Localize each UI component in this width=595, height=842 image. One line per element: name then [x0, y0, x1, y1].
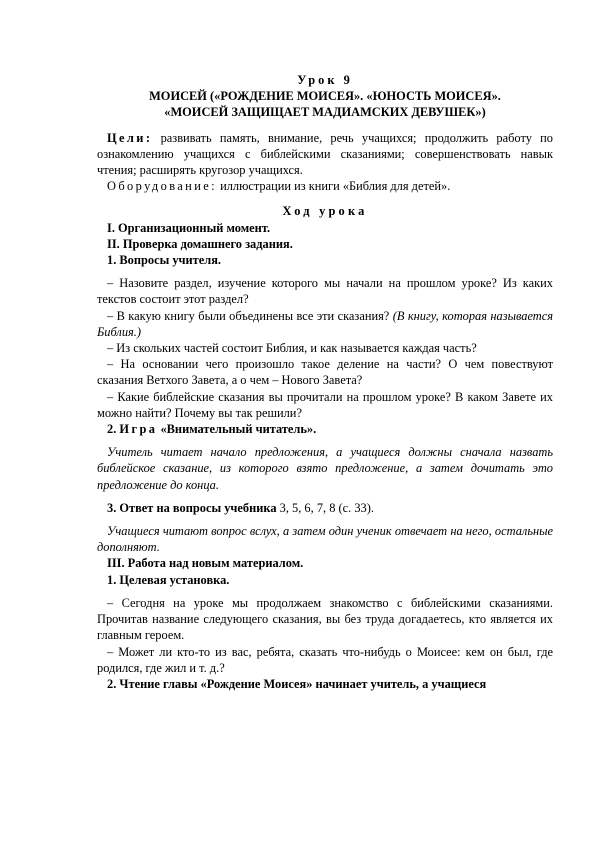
item-textbook-answers-bold: 3. Ответ на вопросы учебника	[107, 500, 277, 515]
question-1: – Назовите раздел, изучение которого мы начали на прошлом уроке? Из каких текстов состоит этот раздел?	[97, 276, 553, 307]
question-5: – Какие библейские сказания вы прочитали на прошлом уроке? В каком Завете их можно найти? Почему вы так решили?	[97, 389, 553, 420]
goals-label: Цели:	[107, 130, 153, 145]
item-game	[97, 421, 553, 437]
game-description: Учитель читает начало предложения, а учащиеся должны сначала назвать библейское сказание, из которого взято предложение, а затем дочитать это предложение до конца.	[97, 445, 553, 492]
item-game-number: 2.	[107, 422, 117, 437]
item-teacher-questions: 1. Вопросы учителя.	[107, 253, 222, 268]
section-new-material: III. Работа над новым материалом.	[107, 556, 304, 571]
equipment-text: иллюстрации из книги «Библия для детей».	[220, 179, 451, 194]
section-homework-check: II. Проверка домашнего задания.	[107, 236, 293, 251]
equipment-paragraph	[97, 178, 553, 194]
goals-text: развивать память, внимание, речь учащихся; продолжить работу по ознакомлению учащихся с библейскими сказаниями; совершенствовать навык чтения; расширять кругозор учащихся.	[97, 130, 553, 178]
section-organizational: I. Организационный момент.	[107, 220, 271, 235]
question-2-text: – В какую книгу были объединены все эти сказания?	[107, 308, 390, 323]
lesson-title-line-1: МОИСЕЙ («РОЖДЕНИЕ МОИСЕЯ». «ЮНОСТЬ МОИСЕЯ».	[149, 89, 501, 104]
question-2-answer: (В книгу, которая называется Библия.)	[97, 308, 554, 339]
question-4: – На основании чего произошло такое деление на части? О чем повествуют сказания Ветхого Завета, а о чем – Нового Завета?	[97, 357, 553, 388]
question-2	[97, 308, 553, 340]
course-heading: Ход урока	[282, 204, 368, 219]
item-textbook-answers-rest: 3, 5, 6, 7, 8 (с. 33).	[279, 500, 374, 515]
item-goal-setting: 1. Целевая установка.	[107, 572, 230, 587]
equipment-label: Оборудование:	[107, 179, 217, 194]
goals-paragraph	[97, 130, 553, 179]
intro-paragraph-1: – Сегодня на уроке мы продолжаем знакомство с библейскими сказаниями. Прочитав название следующего сказания, вы без труда догадаетесь, кто является их главным героем.	[97, 595, 553, 643]
item-reading-chapter: 2. Чтение главы «Рождение Моисея» начинает учитель, а учащиеся	[107, 676, 487, 691]
document-body	[97, 72, 553, 692]
intro-paragraph-2: – Может ли кто-то из вас, ребята, сказать что-нибудь о Моисее: кем он был, где родился, где жил и т. д.?	[97, 644, 553, 675]
item-game-name: «Внимательный читатель».	[160, 422, 317, 437]
item-textbook-answers	[97, 500, 553, 516]
lesson-number: Урок 9	[297, 73, 353, 87]
lesson-title-line-2: «МОИСЕЙ ЗАЩИЩАЕТ МАДИАМСКИХ ДЕВУШЕК»)	[164, 105, 486, 120]
item-game-word: Игра	[119, 422, 158, 437]
answers-description: Учащиеся читают вопрос вслух, а затем один ученик отвечает на него, остальные дополняют.	[97, 524, 553, 555]
question-3: – Из скольких частей состоит Библия, и как называется каждая часть?	[107, 341, 477, 356]
